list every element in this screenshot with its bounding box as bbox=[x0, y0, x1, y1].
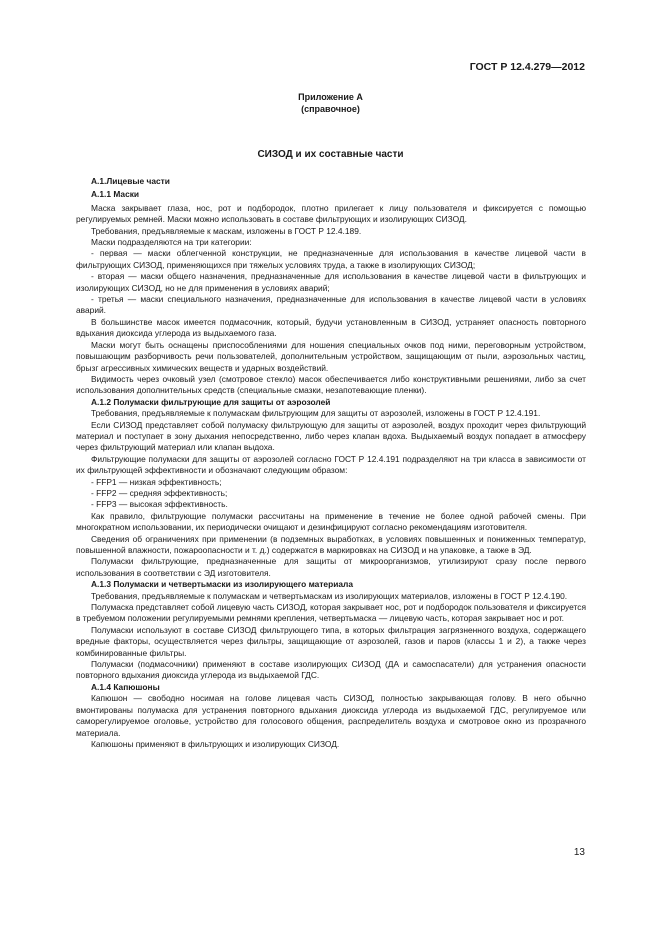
subsection-heading-a13: А.1.3 Полумаски и четвертьмаски из изолирующего материала bbox=[91, 579, 353, 590]
appendix-label bbox=[0, 91, 661, 115]
paragraph: Видимость через очковый узел (смотровое стекло) масок обеспечивается либо конструктивными решениями, либо за счет использования дополнительных средств (специальные смазки, незапотевающие пленки). bbox=[76, 373, 586, 396]
page-number: 13 bbox=[573, 847, 585, 858]
list-item: - третья — маски специального назначения, предназначенные для использования в качестве лицевой части в условиях аварий. bbox=[76, 294, 586, 316]
paragraph: Требования, предъявляемые к полумаскам фильтрующим для защиты от аэрозолей, изложены в ГОСТ Р 12.4.191. bbox=[91, 408, 541, 419]
subsection-heading-a11: А.1.1 Маски bbox=[91, 189, 140, 200]
list-item: - первая — маски облегченной конструкции, не предназначенные для использования в качестве лицевой части в фильтрующих СИЗОД, применяющихся при тяжелых условиях труда, а также в изолирующих СИЗОД; bbox=[76, 248, 586, 270]
paragraph: Полумаски (подмасочники) применяют в составе изолирующих СИЗОД (ДА и самоспасатели) для устранения опасности повторного вдыхания диоксида углерода из выдыхаемой ГДС. bbox=[76, 659, 586, 681]
paragraph: Маски подразделяются на три категории: bbox=[91, 237, 252, 248]
paragraph: Требования, предъявляемые к маскам, изложены в ГОСТ Р 12.4.189. bbox=[91, 225, 362, 236]
paragraph: Фильтрующие полумаски для защиты от аэрозолей согласно ГОСТ Р 12.4.191 подразделяют на три класса в зависимости от их фильтрующей эффективности и обозначают следующим образом: bbox=[76, 453, 586, 476]
paragraph: Полумаска представляет собой лицевую часть СИЗОД, которая закрывает нос, рот и подбородок пользователя и фиксируется в требуемом положении регулируемыми ремнями крепления, четвертьмаска — лицевую часть, которая закрывает нос и рот. bbox=[76, 602, 586, 624]
paragraph: Если СИЗОД представляет собой полумаску фильтрующую для защиты от аэрозолей, воздух проходит через фильтрующий материал и поступает в зону дыхания непосредственно, либо через клапан вдоха. Выдыхаемый воздух попадает в атмосферу через фильтрующий материал или клапан выдоха. bbox=[76, 419, 586, 453]
appendix-subtitle: (справочное) bbox=[301, 104, 360, 114]
paragraph: Сведения об ограничениях при применении (в подземных выработках, в условиях повышенных и пониженных температур, повышенной влажности, пожароопасности и т. д.) содержатся в маркировках на СИЗОД и на упаковке, а также в ЭД. bbox=[76, 533, 586, 555]
list-item: - вторая — маски общего назначения, предназначенные для использования в качестве лицевой части в фильтрующих и изолирующих СИЗОД, но не для применения в условиях аварий; bbox=[76, 271, 586, 293]
list-item: - FFP3 — высокая эффективность. bbox=[91, 499, 228, 510]
paragraph: Требования, предъявляемые к полумаскам и четвертьмаскам из изолирующих материалов, изложены в ГОСТ Р 12.4.190. bbox=[91, 590, 568, 601]
paragraph: Полумаски используют в составе СИЗОД фильтрующего типа, в которых фильтрация загрязненного воздуха, содержащего вредные факторы, осуществляется через фильтры, защищающие от аэрозолей, газов и паров (классы 1 и 2), а также через комбинированные фильтры. bbox=[76, 624, 586, 658]
paragraph: В большинстве масок имеется подмасочник, который, будучи установленным в СИЗОД, устраняет опасность повторного вдыхания диоксида углерода из выдыхаемого газа. bbox=[76, 316, 586, 339]
page-title: СИЗОД и их составные части bbox=[257, 149, 404, 160]
document-body bbox=[76, 176, 586, 750]
paragraph: Капюшон — свободно носимая на голове лицевая часть СИЗОД, полностью закрывающая голову. В него обычно вмонтированы полумаска для устранения повторного вдыхания диоксида углерода из выдыхаемой ГДС, регулируемое или саморегулируемое оголовье, устройство для голосового общения, распределитель воздуха и смотровое окно из прозрачного материала. bbox=[76, 693, 586, 738]
paragraph: Как правило, фильтрующие полумаски рассчитаны на применение в течение не более одной рабочей смены. При многократном использовании, их периодически очищают и дезинфицируют согласно рекомендациям изготовителя. bbox=[76, 510, 586, 533]
paragraph: Маски могут быть оснащены приспособлениями для ношения специальных очков под ними, переговорным устройством, повышающим разборчивость речи пользователей, дополнительным устройством, защищающим от пыли, аэрозольных частиц, брызг агрессивных химических веществ и ударных воздействий. bbox=[76, 339, 586, 373]
appendix-title: Приложение А bbox=[298, 92, 363, 102]
section-heading-a1: А.1.Лицевые части bbox=[91, 176, 170, 186]
subsection-heading-a12: А.1.2 Полумаски фильтрующие для защиты от аэрозолей bbox=[91, 396, 331, 407]
paragraph: Полумаски фильтрующие, предназначенные для защиты от микроорганизмов, утилизируют сразу после первого использования в соответствии с ЭД изготовителя. bbox=[76, 556, 586, 578]
paragraph: Маска закрывает глаза, нос, рот и подбородок, плотно прилегает к лицу пользователя и фиксируется с помощью регулируемых ремней. Маски можно использовать в составе фильтрующих и изолирующих СИЗОД. bbox=[76, 202, 586, 225]
list-item: - FFP2 — средняя эффективность; bbox=[91, 487, 228, 498]
list-item: - FFP1 — низкая эффективность; bbox=[91, 476, 222, 487]
subsection-heading-a14: А.1.4 Капюшоны bbox=[91, 681, 160, 692]
document-id: ГОСТ Р 12.4.279—2012 bbox=[469, 61, 585, 73]
paragraph: Капюшоны применяют в фильтрующих и изолирующих СИЗОД. bbox=[91, 738, 340, 749]
